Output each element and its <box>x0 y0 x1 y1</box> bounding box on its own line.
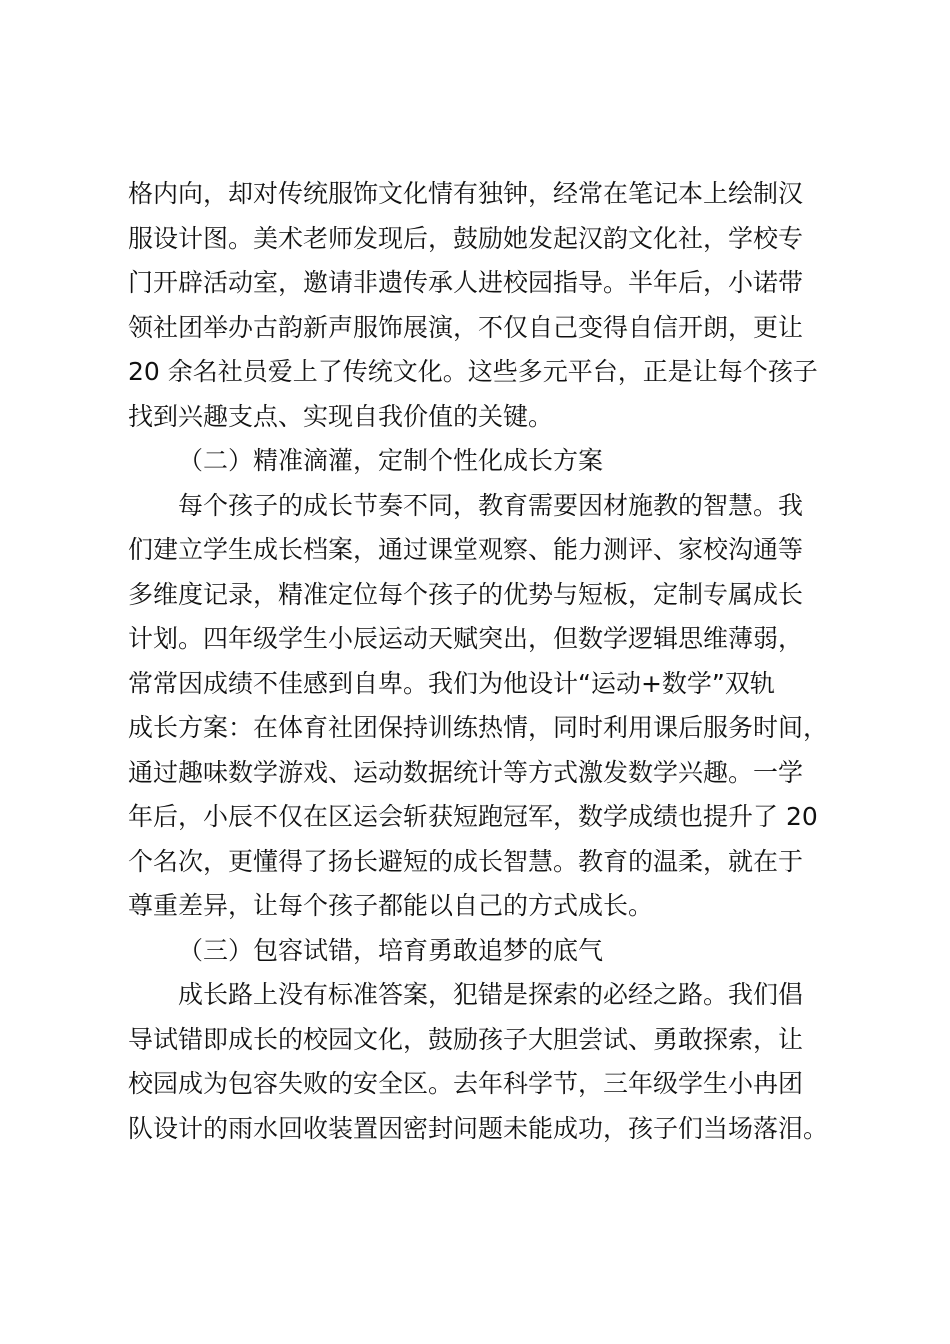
body-line: 格内向，却对传统服饰文化情有独钟，经常在笔记本上绘制汉 <box>128 179 804 208</box>
body-line: 服设计图。美术老师发现后，鼓励她发起汉韵文化社，学校专 <box>128 223 804 253</box>
body-line: 通过趣味数学游戏、运动数据统计等方式激发数学兴趣。一学 <box>128 757 804 787</box>
body-line: 20 余名社员爱上了传统文化。这些多元平台，正是让每个孩子 <box>128 357 818 386</box>
paragraph-first-line: 每个孩子的成长节奏不同，教育需要因材施教的智慧。我 <box>178 490 804 520</box>
body-line: 们建立学生成长档案，通过课堂观察、能力测评、家校沟通等 <box>128 535 804 564</box>
body-line: 个名次，更懂得了扬长避短的成长智慧。教育的温柔，就在于 <box>128 846 804 876</box>
body-line: 年后，小辰不仅在区运会斩获短跑冠军，数学成绩也提升了 20 <box>128 802 818 831</box>
section-heading: （三）包容试错，培育勇敢追梦的底气 <box>178 935 604 965</box>
body-line: 导试错即成长的校园文化，鼓励孩子大胆尝试、勇敢探索，让 <box>128 1024 804 1054</box>
body-line: 队设计的雨水回收装置因密封问题未能成功，孩子们当场落泪。 <box>128 1113 829 1143</box>
paragraph-first-line: 成长路上没有标准答案，犯错是探索的必经之路。我们倡 <box>178 980 804 1009</box>
document-body <box>128 172 858 1151</box>
body-line: 找到兴趣支点、实现自我价值的关键。 <box>128 401 554 431</box>
body-line: 领社团举办古韵新声服饰展演，不仅自己变得自信开朗，更让 <box>128 312 804 342</box>
body-line: 尊重差异，让每个孩子都能以自己的方式成长。 <box>128 891 654 920</box>
body-line: 校园成为包容失败的安全区。去年科学节，三年级学生小冉团 <box>128 1069 804 1098</box>
section-heading: （二）精准滴灌，定制个性化成长方案 <box>178 446 604 475</box>
body-line: 成长方案：在体育社团保持训练热情，同时利用课后服务时间， <box>128 713 829 742</box>
body-line: 门开辟活动室，邀请非遗传承人进校园指导。半年后，小诺带 <box>128 268 804 297</box>
body-line: 计划。四年级学生小辰运动天赋突出，但数学逻辑思维薄弱， <box>128 624 804 653</box>
body-line: 多维度记录，精准定位每个孩子的优势与短板，定制专属成长 <box>128 579 804 609</box>
body-line: 常常因成绩不佳感到自卑。我们为他设计“运动+数学”双轨 <box>128 668 775 698</box>
